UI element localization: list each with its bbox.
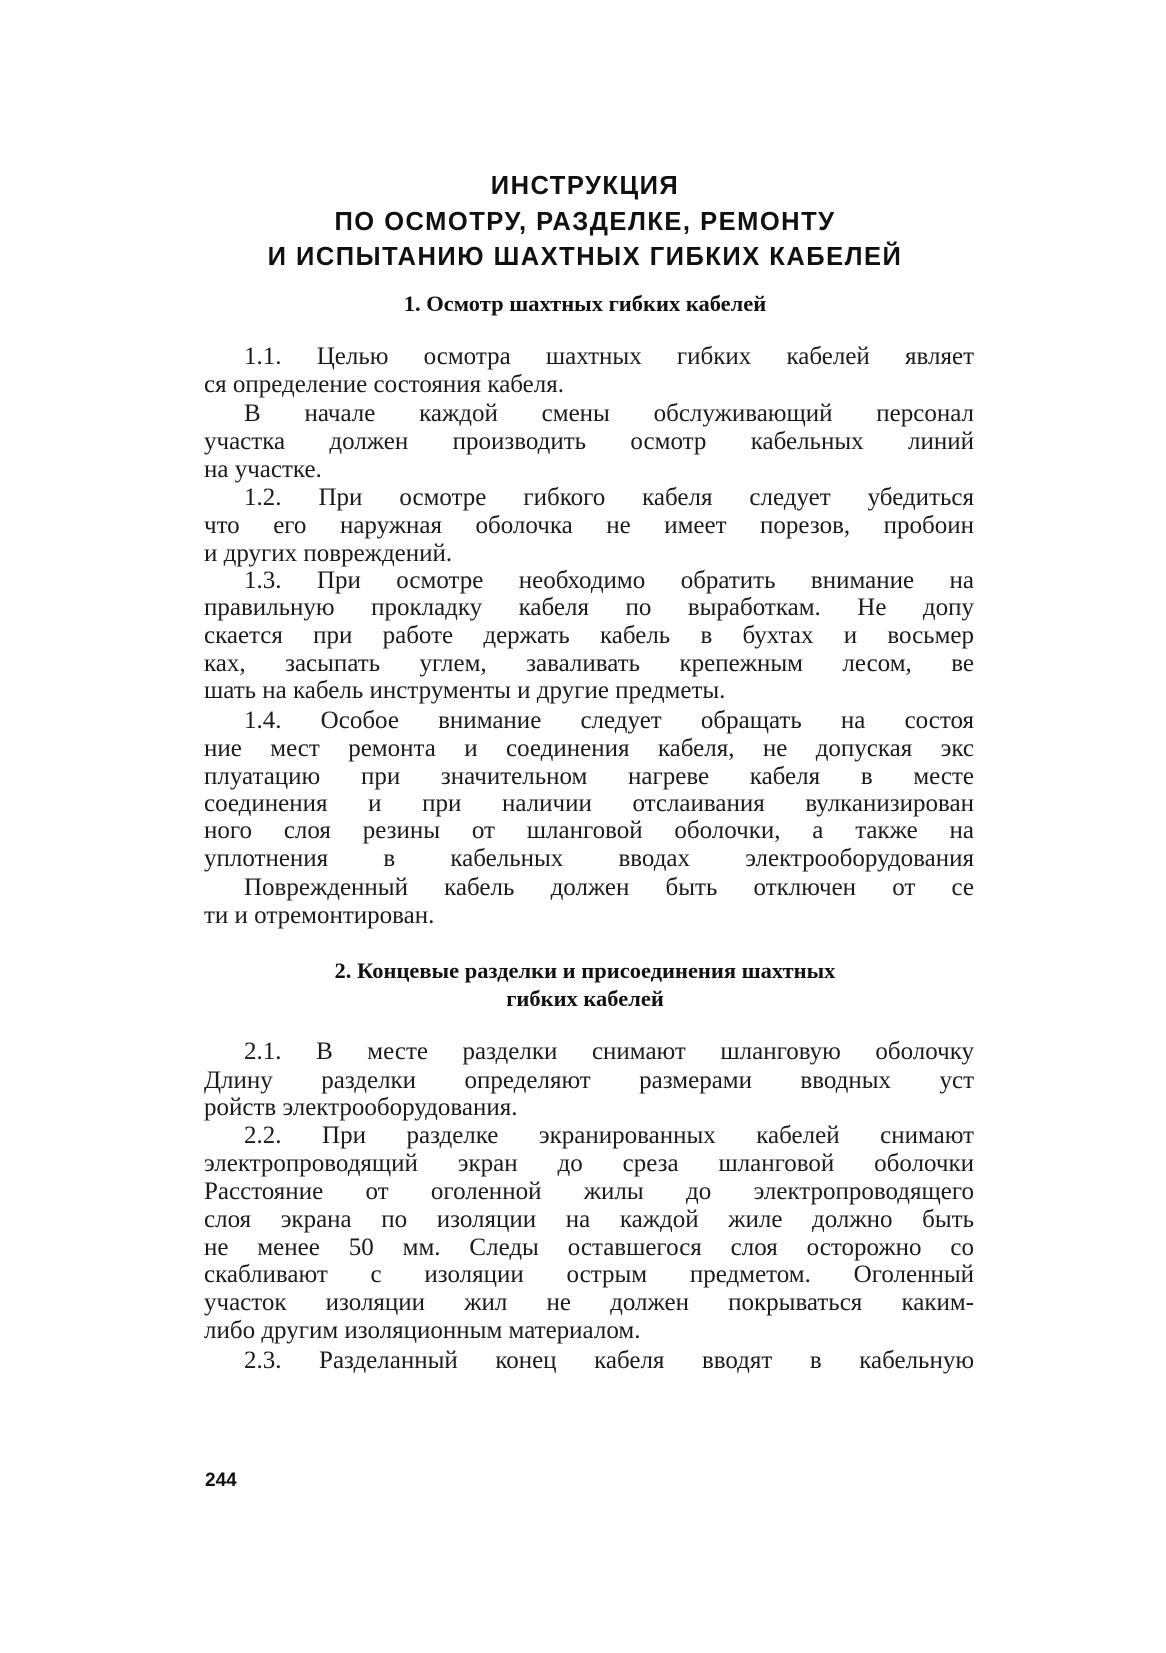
text-line: скается при работе держать кабель в бухтах и восьмер [204, 622, 974, 649]
text-line: либо другим изоляционным материалом. [204, 1317, 641, 1344]
text-line: 1.4. Особое внимание следует обращать на состоя [244, 707, 974, 734]
text-line: соединения и при наличии отслаивания вулканизирован [204, 790, 974, 817]
text-line: 1.2. При осмотре гибкого кабеля следует убедиться [244, 484, 974, 511]
text-line: ройств электрооборудования. [204, 1094, 518, 1121]
text-line: шать на кабель инструменты и другие предметы. [204, 677, 726, 704]
text-line: Расстояние от оголенной жилы до электропроводящего [204, 1178, 974, 1205]
document-title-line-2: ПО ОСМОТРУ, РАЗДЕЛКЕ, РЕМОНТУ [334, 208, 836, 236]
text-line: слоя экрана по изоляции на каждой жиле должно быть [204, 1206, 974, 1233]
document-title-line-3: И ИСПЫТАНИЮ ШАХТНЫХ ГИБКИХ КАБЕЛЕЙ [267, 243, 903, 271]
text-line: на участке. [204, 456, 322, 483]
text-line: 1.1. Целью осмотра шахтных гибких кабелей являет [244, 343, 974, 370]
text-line: уплотнения в кабельных вводах электрооборудования [204, 845, 974, 872]
section-1-heading: 1. Осмотр шахтных гибких кабелей [403, 291, 767, 316]
text-line: правильную прокладку кабеля по выработкам. Не допу [204, 594, 974, 621]
text-line: 2.1. В месте разделки снимают шланговую оболочку [244, 1038, 974, 1065]
text-line: электропроводящий экран до среза шланговой оболочки [204, 1150, 974, 1177]
document-title-line-1: ИНСТРУКЦИЯ [490, 172, 680, 200]
text-line: В начале каждой смены обслуживающий персонал [244, 400, 974, 427]
page-number: 244 [205, 1470, 237, 1491]
text-line: ного слоя резины от шланговой оболочки, а также на [204, 817, 974, 844]
section-2-heading-line-2: гибких кабелей [506, 986, 664, 1011]
text-line: что его наружная оболочка не имеет порезов, пробоин [204, 512, 974, 539]
section-2-heading-line-1: 2. Концевые разделки и присоединения шахтных [334, 958, 836, 983]
text-line: ся определение состояния кабеля. [204, 371, 564, 398]
text-line: скабливают с изоляции острым предметом. Оголенный [204, 1261, 974, 1288]
text-line: участка должен производить осмотр кабельных линий [204, 428, 974, 455]
text-line: ние мест ремонта и соединения кабеля, не допуская экс [204, 735, 974, 762]
text-line: ти и отремонтирован. [204, 902, 435, 929]
text-line: 2.3. Разделанный конец кабеля вводят в кабельную [244, 1347, 974, 1374]
text-line: и других повреждений. [204, 540, 453, 567]
text-line: ках, засыпать углем, заваливать крепежным лесом, ве [204, 650, 974, 677]
text-line: плуатацию при значительном нагреве кабеля в месте [204, 763, 974, 790]
text-line: участок изоляции жил не должен покрываться каким- [204, 1289, 974, 1316]
text-line: 2.2. При разделке экранированных кабелей снимают [244, 1122, 974, 1149]
text-line: Поврежденный кабель должен быть отключен от се [244, 874, 974, 901]
text-line: 1.3. При осмотре необходимо обратить внимание на [244, 567, 974, 594]
text-line: не менее 50 мм. Следы оставшегося слоя осторожно со [204, 1234, 974, 1261]
text-line: Длину разделки определяют размерами вводных уст [204, 1067, 974, 1094]
